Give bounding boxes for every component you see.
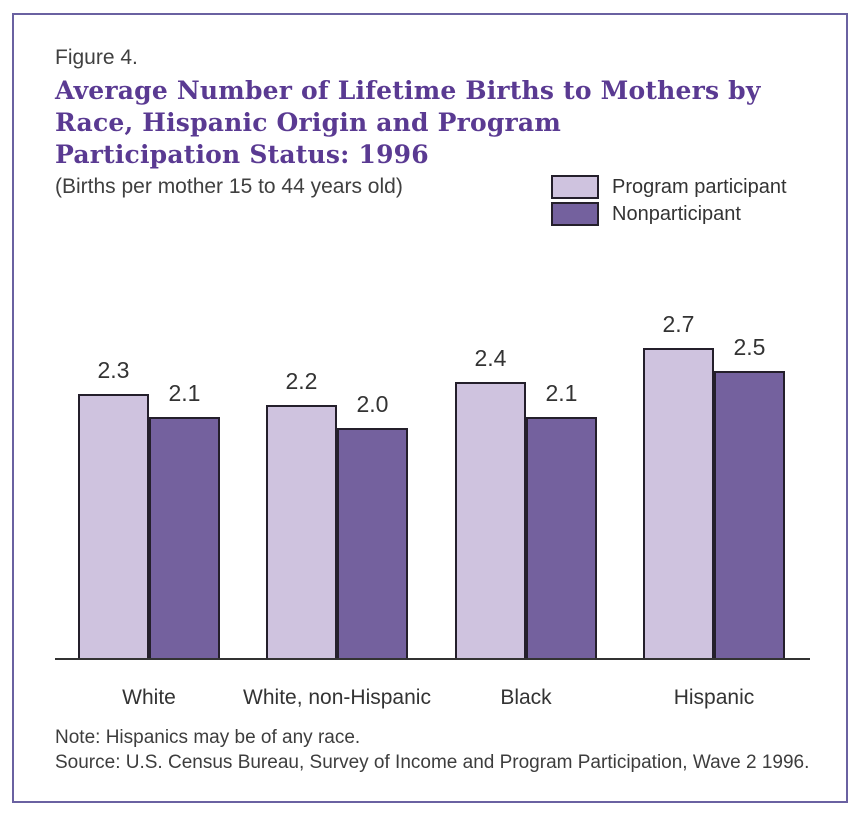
bar-program-participant-white: [78, 394, 149, 658]
bar-value-label: 2.5: [733, 334, 766, 360]
figure-footnotes: [55, 725, 809, 775]
bar-program-participant-white-non-hispanic: [266, 405, 337, 658]
legend-label-nonparticipant: Nonparticipant: [612, 202, 741, 225]
bar-nonparticipant-white: [149, 417, 220, 658]
bar-program-participant-hispanic: [643, 348, 714, 658]
figure-title-line1: Average Number of Lifetime Births to Mothers by: [55, 76, 761, 105]
bar-chart-plot-area: [55, 311, 810, 660]
bar-value-label: 2.7: [662, 311, 695, 337]
bar-nonparticipant-black: [526, 417, 597, 658]
legend-swatch-program-participant: [551, 175, 599, 199]
category-label-black: Black: [500, 686, 552, 709]
figure-title: [55, 75, 761, 171]
bar-value-label: 2.1: [545, 380, 578, 406]
bar-nonparticipant-hispanic: [714, 371, 785, 658]
figure-subtitle: (Births per mother 15 to 44 years old): [55, 175, 403, 198]
bar-value-label: 2.0: [356, 391, 389, 417]
figure-frame: [12, 13, 848, 803]
figure-title-line2: Race, Hispanic Origin and Program: [55, 108, 561, 137]
category-label-hispanic: Hispanic: [673, 686, 755, 709]
bar-value-label: 2.3: [97, 357, 130, 383]
source-text: Source: U.S. Census Bureau, Survey of Income and Program Participation, Wave 2 1996.: [55, 752, 810, 773]
note-text: Note: Hispanics may be of any race.: [55, 727, 361, 748]
figure-number-label: Figure 4.: [55, 46, 138, 69]
legend-label-program-participant: Program participant: [612, 175, 787, 198]
figure-title-line3: Participation Status: 1996: [55, 140, 429, 169]
category-axis-labels: [55, 672, 810, 709]
bar-nonparticipant-white-non-hispanic: [337, 428, 408, 658]
category-label-white: White: [122, 686, 176, 709]
legend-row-nonparticipant: [551, 202, 787, 226]
legend-swatch-nonparticipant: [551, 202, 599, 226]
chart-legend: [551, 175, 787, 229]
bar-program-participant-black: [455, 382, 526, 658]
category-label-white-non-hispanic: White, non-Hispanic: [243, 686, 431, 709]
bar-value-label: 2.1: [168, 380, 201, 406]
bar-value-label: 2.2: [285, 368, 318, 394]
legend-row-program-participant: [551, 175, 787, 199]
bar-value-label: 2.4: [474, 345, 507, 371]
